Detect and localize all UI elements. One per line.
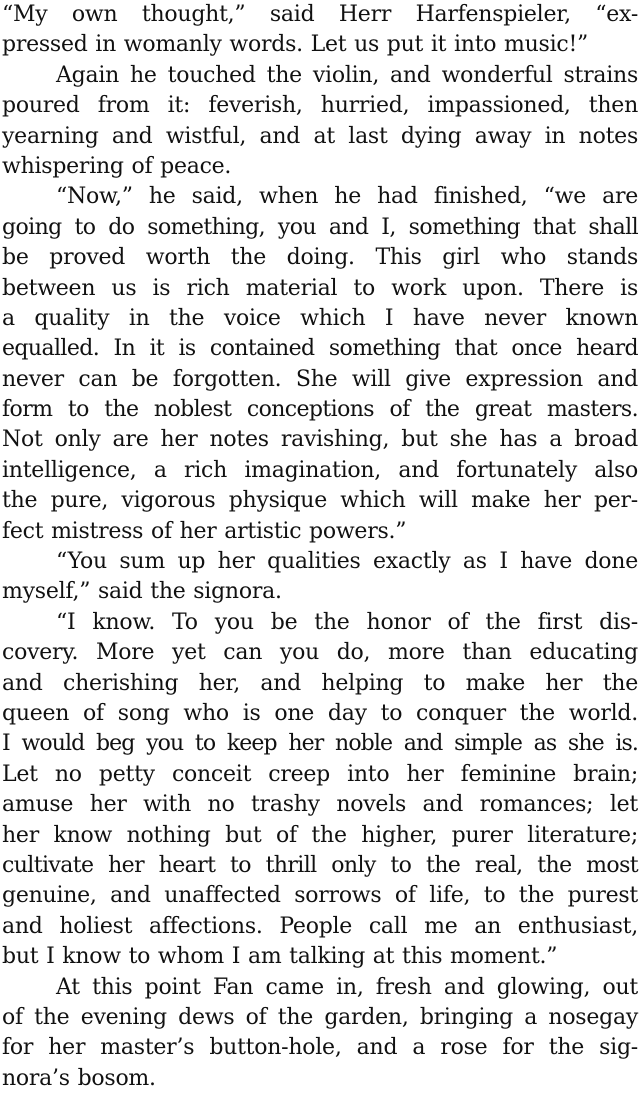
text-line: “You sum up her qualities exactly as I have done <box>56 549 638 575</box>
text-line: pressed in womanly words. Let us put it into music!” <box>2 32 589 58</box>
text-line: be proved worth the doing. This girl who stands <box>2 245 638 271</box>
text-line: “I know. To you be the honor of the first dis- <box>56 609 638 635</box>
text-line: fect mistress of her artistic powers.” <box>2 518 407 544</box>
text-line: and holiest affections. People call me an enthusiast, <box>2 913 638 939</box>
text-line: whispering of peace. <box>2 153 232 179</box>
text-line: cultivate her heart to thrill only to the real, the most <box>2 852 638 878</box>
text-line: amuse her with no trashy novels and romances; let <box>2 792 638 818</box>
text-line: Again he touched the violin, and wonderful strains <box>56 62 638 88</box>
text-line: for her master’s button-hole, and a rose for the sig- <box>2 1035 638 1061</box>
text-line: but I know to whom I am talking at this moment.” <box>2 944 558 970</box>
text-line: form to the noblest conceptions of the great masters. <box>2 397 638 423</box>
text-line: of the evening dews of the garden, bringing a nosegay <box>2 1004 638 1030</box>
text-line: genuine, and unaffected sorrows of life, to the purest <box>2 883 638 909</box>
text-line: poured from it: feverish, hurried, impassioned, then <box>2 93 638 119</box>
text-line: and cherishing her, and helping to make her the <box>2 670 638 696</box>
text-line: the pure, vigorous physique which will make her per- <box>2 488 638 514</box>
text-line: myself,” said the signora. <box>2 579 282 605</box>
text-line: between us is rich material to work upon. There is <box>2 275 638 301</box>
text-line: nora’s bosom. <box>2 1065 156 1091</box>
text-line: “My own thought,” said Herr Harfenspieler, “ex- <box>2 2 638 27</box>
text-line: I would beg you to keep her noble and simple as she is. <box>2 731 638 757</box>
text-line: covery. More yet can you do, more than educating <box>2 640 638 666</box>
text-line: a quality in the voice which I have never known <box>2 305 638 331</box>
text-line: “Now,” he said, when he had finished, “we are <box>56 184 638 210</box>
text-line: never can be forgotten. She will give expression and <box>2 366 638 392</box>
text-line: Let no petty conceit creep into her feminine brain; <box>2 761 638 787</box>
text-column <box>2 0 638 1094</box>
text-line: her know nothing but of the higher, purer literature; <box>2 822 638 848</box>
text-line: Not only are her notes ravishing, but she has a broad <box>2 427 638 453</box>
text-line: going to do something, you and I, something that shall <box>2 214 638 240</box>
text-line: yearning and wistful, and at last dying away in notes <box>2 123 638 149</box>
text-line: intelligence, a rich imagination, and fortunately also <box>2 457 638 483</box>
text-line: equalled. In it is contained something that once heard <box>2 336 638 362</box>
text-line: At this point Fan came in, fresh and glowing, out <box>56 974 638 1000</box>
text-line: queen of song who is one day to conquer the world. <box>2 700 638 726</box>
